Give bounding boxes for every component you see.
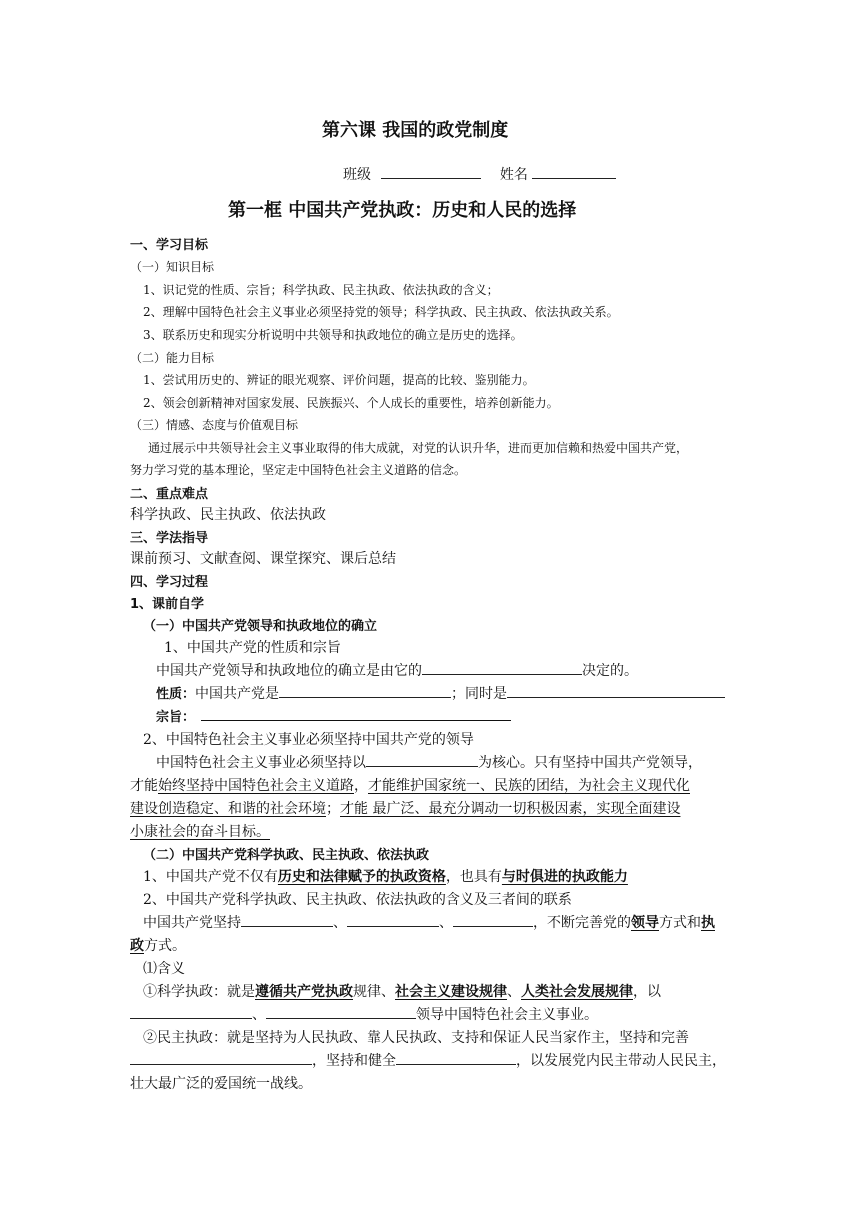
- scientific-ruling-line-2: 、 领导中国特色社会主义事业。: [130, 1004, 598, 1024]
- class-blank[interactable]: [381, 164, 481, 179]
- part-one-title: （一）中国共产党领导和执政地位的确立: [143, 619, 378, 634]
- core-line-4: 小康社会的奋斗目标。: [130, 824, 270, 840]
- scientific-ruling-line-1: ①科学执政：就是遵循共产党执政规律、社会主义建设规律、人类社会发展规律，以: [143, 984, 661, 1000]
- adhere-line-1: 中国共产党坚持 、 、 ，不断完善党的领导方式和执: [143, 912, 715, 932]
- attitude-goal-line-2: 努力学习党的基本理论，坚定走中国特色社会主义道路的信念。: [130, 463, 467, 477]
- core-line-3: 建设创造稳定、和谐的社会环境；才能 最广泛、最充分调动一切积极因素，实现全面建设: [130, 801, 681, 817]
- name-label: 姓名: [499, 167, 528, 183]
- nature-blank-1[interactable]: [279, 683, 451, 698]
- heading-key-points: 二、重点难点: [130, 487, 209, 502]
- study-method-text: 课前预习、文献查阅、课堂探究、课后总结: [130, 551, 396, 567]
- part-two-title: （二）中国共产党科学执政、民主执政、依法执政: [143, 848, 430, 863]
- class-label: 班级: [343, 167, 371, 183]
- purpose-label: 宗旨：: [156, 710, 196, 725]
- three-ruling-heading: 2、中国共产党科学执政、民主执政、依法执政的含义及三者间的联系: [143, 892, 572, 908]
- scientific-blank-2[interactable]: [266, 1004, 416, 1019]
- attitude-goals-label: （三）情感、态度与价值观目标: [130, 418, 299, 432]
- purpose-blank[interactable]: [201, 706, 511, 721]
- core-line-1: 中国特色社会主义事业必须坚持以 为核心。只有坚持中国共产党领导，: [156, 752, 702, 772]
- pre-class-self-study: 1、课前自学: [130, 597, 205, 612]
- democratic-blank-2[interactable]: [396, 1050, 516, 1065]
- ruling-qualification-line: 1、中国共产党不仅有历史和法律赋予的执政资格，也具有与时俱进的执政能力: [143, 869, 628, 885]
- leadership-heading: 2、中国特色社会主义事业必须坚持中国共产党的领导: [143, 732, 474, 748]
- lesson-title: 第六课 我国的政党制度: [322, 120, 509, 141]
- knowledge-goal-3: 3、联系历史和现实分析说明中共领导和执政地位的确立是历史的选择。: [143, 328, 523, 342]
- adhere-blank-1[interactable]: [241, 912, 333, 927]
- nature-line: 性质：中国共产党是 ；同时是: [156, 683, 725, 703]
- purpose-line: [156, 706, 511, 725]
- name-blank[interactable]: [532, 164, 616, 179]
- democratic-blank-1[interactable]: [130, 1050, 312, 1065]
- adhere-blank-2[interactable]: [347, 912, 439, 927]
- heading-learning-goals: 一、学习目标: [130, 238, 209, 253]
- democratic-ruling-line-3: 壮大最广泛的爱国统一战线。: [130, 1076, 312, 1092]
- section-title: 第一框 中国共产党执政：历史和人民的选择: [228, 200, 577, 221]
- knowledge-goal-2: 2、理解中国特色社会主义事业必须坚持党的领导；科学执政、民主执政、依法执政关系。: [143, 305, 619, 319]
- attitude-goal-line-1: 通过展示中共领导社会主义事业取得的伟大成就，对党的认识升华，进而更加信赖和热爱中国共产党，: [148, 441, 689, 455]
- class-name-line: [343, 164, 616, 184]
- adhere-blank-3[interactable]: [453, 912, 533, 927]
- knowledge-goal-1: 1、识记党的性质、宗旨；科学执政、民主执政、依法执政的含义；: [143, 283, 499, 297]
- scientific-blank-1[interactable]: [130, 1004, 252, 1019]
- democratic-ruling-line-1: ②民主执政：就是坚持为人民执政、靠人民执政、支持和保证人民当家作主，坚持和完善: [143, 1030, 689, 1046]
- nature-purpose-heading: 1、中国共产党的性质和宗旨: [164, 640, 341, 656]
- ability-goal-2: 2、领会创新精神对国家发展、民族振兴、个人成长的重要性，培养创新能力。: [143, 396, 559, 410]
- nature-label: 性质：: [156, 687, 196, 702]
- key-points-text: 科学执政、民主执政、依法执政: [130, 507, 326, 523]
- heading-study-method: 三、学法指导: [130, 531, 209, 546]
- meaning-label: ⑴含义: [143, 961, 185, 977]
- basis-blank[interactable]: [422, 660, 582, 675]
- core-line-2: 才能始终坚持中国特色社会主义道路，才能维护国家统一、民族的团结，为社会主义现代化: [130, 778, 690, 794]
- adhere-line-2: 政方式。: [130, 938, 186, 954]
- ability-goal-1: 1、尝试用历史的、辨证的眼光观察、评价问题，提高的比较、鉴别能力。: [143, 373, 535, 387]
- core-blank[interactable]: [366, 752, 478, 767]
- ability-goals-label: （二）能力目标: [130, 351, 215, 365]
- heading-learning-process: 四、学习过程: [130, 575, 209, 590]
- leadership-basis-line: 中国共产党领导和执政地位的确立是由它的 决定的。: [156, 660, 638, 680]
- democratic-ruling-line-2: ，坚持和健全 ，以发展党内民主带动人民民主，: [130, 1050, 726, 1070]
- knowledge-goals-label: （一）知识目标: [130, 260, 215, 274]
- nature-blank-2[interactable]: [507, 683, 725, 698]
